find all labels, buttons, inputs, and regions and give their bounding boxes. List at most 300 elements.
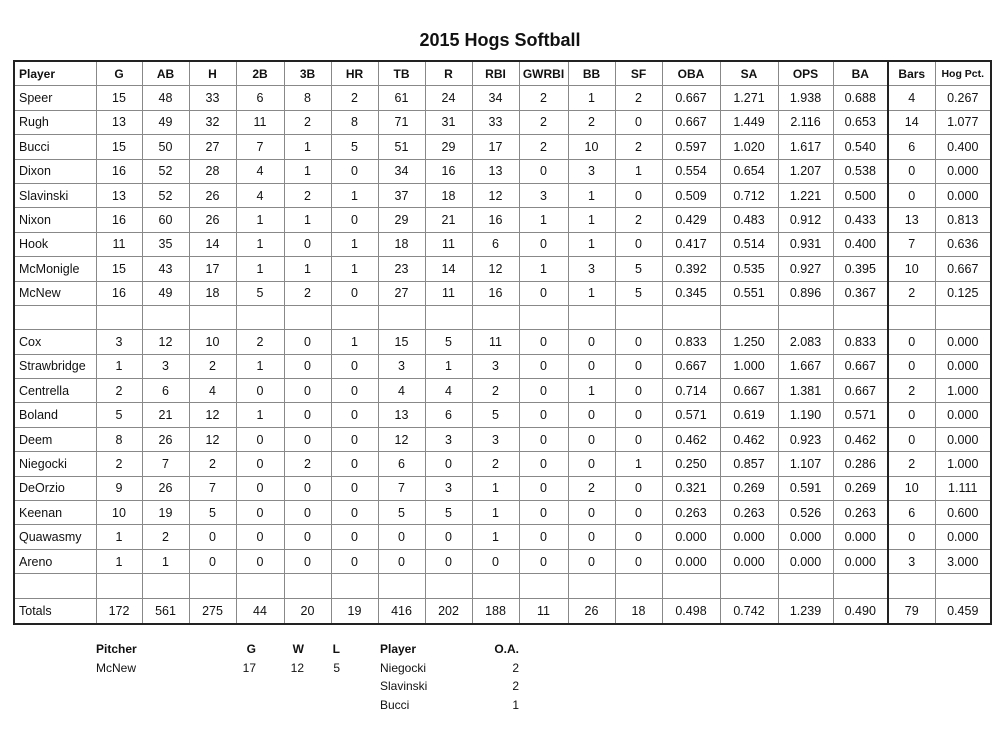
stat-cell: 0.000 <box>935 159 991 183</box>
stat-cell: 61 <box>378 86 425 110</box>
stat-cell: 0.833 <box>833 330 888 354</box>
column-header: Pitcher <box>96 642 137 657</box>
stat-cell: 1 <box>568 232 615 256</box>
stat-cell: 0 <box>236 549 284 573</box>
stat-cell: 0.433 <box>833 208 888 232</box>
stat-cell: 8 <box>96 427 142 451</box>
stat-cell: 6 <box>378 452 425 476</box>
column-header: O.A. <box>494 642 519 657</box>
stat-cell: 6 <box>472 232 519 256</box>
stat-cell: 0 <box>568 501 615 525</box>
stat-cell: 0.619 <box>720 403 778 427</box>
stat-cell: 0 <box>331 281 378 305</box>
stat-cell: 0.667 <box>833 379 888 403</box>
stat-cell: 12 <box>378 427 425 451</box>
stat-cell: 0 <box>331 354 378 378</box>
stat-cell: 2 <box>519 110 568 134</box>
stat-cell: 1 <box>236 354 284 378</box>
stat-cell: 34 <box>378 159 425 183</box>
stat-cell: 0.429 <box>662 208 720 232</box>
stat-cell: 31 <box>425 110 472 134</box>
header-row <box>96 640 340 659</box>
stat-cell: 19 <box>142 501 189 525</box>
stat-cell: 0.125 <box>935 281 991 305</box>
stat-cell: 15 <box>96 135 142 159</box>
stat-cell: 0 <box>519 232 568 256</box>
stat-cell: 7 <box>378 476 425 500</box>
stat-cell: 8 <box>284 86 331 110</box>
stat-cell: 2 <box>568 110 615 134</box>
stat-cell: 0 <box>519 501 568 525</box>
header-row <box>14 61 991 86</box>
stat-cell: 0 <box>888 183 935 207</box>
empty-cell <box>378 305 425 329</box>
stat-cell: 11 <box>96 232 142 256</box>
player-name: Dixon <box>14 159 96 183</box>
stat-cell: 0 <box>568 354 615 378</box>
stat-cell: 2 <box>236 330 284 354</box>
stat-cell: 0.462 <box>720 427 778 451</box>
stat-cell: 0.509 <box>662 183 720 207</box>
stat-cell: 0 <box>615 183 662 207</box>
stat-cell: 12 <box>472 257 519 281</box>
stat-cell: 0.000 <box>935 403 991 427</box>
column-header: 2B <box>236 61 284 86</box>
stat-cell: 1.190 <box>778 403 833 427</box>
stat-cell: 0.000 <box>935 427 991 451</box>
stat-cell: 4 <box>236 183 284 207</box>
stat-cell: 1 <box>519 257 568 281</box>
stat-cell: 1 <box>519 208 568 232</box>
stat-cell: 5 <box>615 281 662 305</box>
stat-cell: 0.263 <box>720 501 778 525</box>
stats-table <box>13 60 992 625</box>
player-name: Nixon <box>14 208 96 232</box>
player-name: Speer <box>14 86 96 110</box>
player-name: McMonigle <box>14 257 96 281</box>
stat-cell: 5 <box>378 501 425 525</box>
stat-cell: 0 <box>331 427 378 451</box>
stat-cell: 3 <box>96 330 142 354</box>
pitcher-table <box>96 640 340 677</box>
stat-cell: 37 <box>378 183 425 207</box>
stat-cell: 52 <box>142 159 189 183</box>
stat-cell: 11 <box>236 110 284 134</box>
pitcher-section <box>96 640 340 677</box>
stat-cell: 0 <box>888 159 935 183</box>
stat-cell: 26 <box>142 476 189 500</box>
player-name: Keenan <box>14 501 96 525</box>
totals-row <box>14 598 991 624</box>
player-name: Bucci <box>380 697 410 712</box>
empty-cell <box>519 574 568 598</box>
oa-table <box>380 640 519 714</box>
stat-cell: 2 <box>331 86 378 110</box>
stat-cell: 0.526 <box>778 501 833 525</box>
stat-cell: 29 <box>378 208 425 232</box>
table-row <box>14 110 991 134</box>
stat-cell: 0.535 <box>720 257 778 281</box>
stat-cell: 2 <box>472 379 519 403</box>
stat-cell: 3 <box>472 354 519 378</box>
stat-cell: 19 <box>331 598 378 624</box>
stat-cell: 0.591 <box>778 476 833 500</box>
stat-cell: 0.250 <box>662 452 720 476</box>
stat-cell: 5 <box>425 501 472 525</box>
stat-cell: 43 <box>142 257 189 281</box>
stat-cell: 275 <box>189 598 236 624</box>
stat-cell: 20 <box>284 598 331 624</box>
empty-cell <box>778 574 833 598</box>
stat-cell: 10 <box>96 501 142 525</box>
stat-cell: 0 <box>236 427 284 451</box>
stat-cell: 0 <box>236 476 284 500</box>
stat-cell: 15 <box>96 257 142 281</box>
stat-cell: 0.931 <box>778 232 833 256</box>
column-header: Player <box>380 642 417 657</box>
stat-cell: 12 <box>189 427 236 451</box>
column-header: G <box>246 642 256 657</box>
stat-cell: 0.654 <box>720 159 778 183</box>
column-header: 3B <box>284 61 331 86</box>
stat-cell: 48 <box>142 86 189 110</box>
stat-cell: 28 <box>189 159 236 183</box>
table-row <box>14 403 991 427</box>
stat-cell: 0.667 <box>662 354 720 378</box>
column-header: Player <box>14 61 96 86</box>
stat-cell: 50 <box>142 135 189 159</box>
stat-cell: 18 <box>378 232 425 256</box>
stat-cell: 34 <box>472 86 519 110</box>
stat-cell: 3 <box>519 183 568 207</box>
stat-cell: 0 <box>284 525 331 549</box>
stat-cell: 27 <box>378 281 425 305</box>
stat-cell: 6 <box>236 86 284 110</box>
stat-cell: 1 <box>568 208 615 232</box>
stat-cell: 12 <box>472 183 519 207</box>
stat-cell: 2 <box>615 208 662 232</box>
stat-cell: 0.263 <box>833 501 888 525</box>
stat-cell: 3 <box>888 549 935 573</box>
empty-cell <box>284 305 331 329</box>
stat-cell: 0.000 <box>778 549 833 573</box>
stat-cell: 1 <box>236 257 284 281</box>
stat-cell: 0 <box>519 159 568 183</box>
stat-cell: 1 <box>236 208 284 232</box>
empty-cell <box>284 574 331 598</box>
stat-cell: 27 <box>189 135 236 159</box>
stat-cell: 3 <box>425 427 472 451</box>
stat-cell: 0 <box>888 427 935 451</box>
stat-cell: 1.667 <box>778 354 833 378</box>
stat-cell: 1.000 <box>935 379 991 403</box>
oa-section <box>380 640 519 714</box>
empty-cell <box>189 305 236 329</box>
stat-cell: 26 <box>189 208 236 232</box>
stat-cell: 1 <box>331 232 378 256</box>
table-row <box>14 183 991 207</box>
stat-cell: 0 <box>615 525 662 549</box>
stat-cell: 0.400 <box>833 232 888 256</box>
stat-cell: 12 <box>142 330 189 354</box>
stat-cell: 11 <box>519 598 568 624</box>
stat-cell: 5 <box>189 501 236 525</box>
stat-cell: 0 <box>615 501 662 525</box>
stat-cell: 172 <box>96 598 142 624</box>
table-row <box>14 135 991 159</box>
stat-cell: 13 <box>96 110 142 134</box>
player-name: Areno <box>14 549 96 573</box>
stat-cell: 0.857 <box>720 452 778 476</box>
stat-cell: 416 <box>378 598 425 624</box>
stat-cell: 0 <box>284 379 331 403</box>
stat-cell: 0 <box>331 476 378 500</box>
stat-cell: 0.667 <box>662 86 720 110</box>
player-name: DeOrzio <box>14 476 96 500</box>
stat-cell: 1.111 <box>935 476 991 500</box>
stat-cell: 1 <box>284 135 331 159</box>
empty-cell <box>720 574 778 598</box>
empty-cell <box>935 574 991 598</box>
stat-cell: 5 <box>331 135 378 159</box>
stat-cell: 0.459 <box>935 598 991 624</box>
stat-cell: 0.400 <box>935 135 991 159</box>
stat-cell: 0 <box>888 354 935 378</box>
stat-cell: 1 <box>568 86 615 110</box>
stat-cell: 52 <box>142 183 189 207</box>
stat-cell: 0.367 <box>833 281 888 305</box>
stat-cell: 1 <box>615 452 662 476</box>
stat-cell: 2 <box>142 525 189 549</box>
stat-cell: 0 <box>615 379 662 403</box>
column-header: HR <box>331 61 378 86</box>
empty-cell <box>14 574 96 598</box>
player-name: Slavinski <box>380 679 428 694</box>
stat-cell: 10 <box>189 330 236 354</box>
table-row <box>14 208 991 232</box>
empty-cell <box>378 574 425 598</box>
empty-cell <box>472 305 519 329</box>
player-name: Strawbridge <box>14 354 96 378</box>
stat-cell: 1.271 <box>720 86 778 110</box>
column-header: RBI <box>472 61 519 86</box>
stat-cell: 13 <box>472 159 519 183</box>
stat-cell: 44 <box>236 598 284 624</box>
stat-cell: 2.083 <box>778 330 833 354</box>
stat-cell: 1.207 <box>778 159 833 183</box>
stat-cell: 2 <box>888 281 935 305</box>
stat-cell: 0 <box>472 549 519 573</box>
stat-cell: 0 <box>519 476 568 500</box>
stat-cell: 0.498 <box>662 598 720 624</box>
stat-cell: 0 <box>425 452 472 476</box>
stat-cell: 0.462 <box>833 427 888 451</box>
stat-cell: 0 <box>331 525 378 549</box>
stat-cell: 0.500 <box>833 183 888 207</box>
stat-cell: 0 <box>284 501 331 525</box>
stat-cell: 0.896 <box>778 281 833 305</box>
stat-cell: 1.381 <box>778 379 833 403</box>
stat-cell: 0.000 <box>720 549 778 573</box>
column-header: SF <box>615 61 662 86</box>
stat-cell: 0 <box>236 379 284 403</box>
separator-row <box>14 305 991 329</box>
stat-cell: 0.483 <box>720 208 778 232</box>
stat-cell: 0.000 <box>935 354 991 378</box>
stat-cell: 0.667 <box>720 379 778 403</box>
stat-cell: 0 <box>615 232 662 256</box>
stat-cell: 0 <box>888 403 935 427</box>
stat-cell: 1 <box>236 403 284 427</box>
stat-cell: 0 <box>519 281 568 305</box>
stat-cell: 13 <box>888 208 935 232</box>
stat-cell: 1.250 <box>720 330 778 354</box>
page-title: 2015 Hogs Softball <box>419 30 581 50</box>
stat-cell: 29 <box>425 135 472 159</box>
empty-cell <box>615 305 662 329</box>
stat-cell: 17 <box>472 135 519 159</box>
player-name: McNew <box>14 281 96 305</box>
stat-cell: 26 <box>568 598 615 624</box>
stat-cell: 35 <box>142 232 189 256</box>
stat-cell: 2.116 <box>778 110 833 134</box>
stat-cell: 2 <box>189 452 236 476</box>
table-row <box>14 159 991 183</box>
stat-cell: 1 <box>331 183 378 207</box>
stat-cell: 10 <box>888 257 935 281</box>
stat-cell: 0.712 <box>720 183 778 207</box>
player-name: Slavinski <box>14 183 96 207</box>
stat-cell: 17 <box>242 660 256 675</box>
stat-cell: 2 <box>284 452 331 476</box>
stat-cell: 9 <box>96 476 142 500</box>
stat-cell: 0 <box>568 525 615 549</box>
separator-row <box>14 574 991 598</box>
stat-cell: 0.597 <box>662 135 720 159</box>
stat-cell: 11 <box>472 330 519 354</box>
stat-cell: 0.000 <box>833 549 888 573</box>
player-name: Hook <box>14 232 96 256</box>
table-row <box>14 281 991 305</box>
player-name: Niegocki <box>380 660 427 675</box>
stat-cell: 10 <box>888 476 935 500</box>
stat-cell: 7 <box>236 135 284 159</box>
column-header: GWRBI <box>519 61 568 86</box>
table-row <box>14 476 991 500</box>
stat-cell: 0.667 <box>935 257 991 281</box>
stat-cell: 0.417 <box>662 232 720 256</box>
stat-cell: 49 <box>142 110 189 134</box>
stat-cell: 2 <box>519 135 568 159</box>
empty-cell <box>331 574 378 598</box>
stat-cell: 0.636 <box>935 232 991 256</box>
stat-cell: 12 <box>290 660 304 675</box>
stat-cell: 0.321 <box>662 476 720 500</box>
stat-cell: 3 <box>472 427 519 451</box>
empty-cell <box>833 574 888 598</box>
stat-cell: 1 <box>96 549 142 573</box>
stat-cell: 2 <box>888 379 935 403</box>
column-header: OPS <box>778 61 833 86</box>
stat-cell: 3.000 <box>935 549 991 573</box>
table-row <box>96 659 340 678</box>
empty-cell <box>935 305 991 329</box>
stat-cell: 0 <box>189 525 236 549</box>
stat-cell: 1.449 <box>720 110 778 134</box>
stat-cell: 32 <box>189 110 236 134</box>
header-row <box>380 640 519 659</box>
stat-cell: 16 <box>425 159 472 183</box>
stat-cell: 0.688 <box>833 86 888 110</box>
stat-cell: 6 <box>888 135 935 159</box>
stat-cell: 0.813 <box>935 208 991 232</box>
stat-cell: 0 <box>331 208 378 232</box>
stat-cell: 188 <box>472 598 519 624</box>
stat-cell: 1.077 <box>935 110 991 134</box>
stat-cell: 6 <box>425 403 472 427</box>
column-header: BA <box>833 61 888 86</box>
table-row <box>14 379 991 403</box>
stat-cell: 1.020 <box>720 135 778 159</box>
stat-cell: 0.462 <box>662 427 720 451</box>
stat-cell: 2 <box>512 679 519 694</box>
stat-cell: 0.000 <box>720 525 778 549</box>
stat-cell: 0 <box>615 110 662 134</box>
stat-cell: 14 <box>425 257 472 281</box>
stat-cell: 0.490 <box>833 598 888 624</box>
column-header: Bars <box>888 61 935 86</box>
stat-cell: 0 <box>615 476 662 500</box>
stat-cell: 0 <box>284 232 331 256</box>
stat-cell: 13 <box>378 403 425 427</box>
stat-cell: 17 <box>189 257 236 281</box>
empty-cell <box>96 574 142 598</box>
stat-cell: 0.927 <box>778 257 833 281</box>
stat-cell: 16 <box>96 281 142 305</box>
stat-cell: 2 <box>615 135 662 159</box>
empty-cell <box>888 574 935 598</box>
stat-cell: 5 <box>236 281 284 305</box>
empty-cell <box>236 305 284 329</box>
column-header: OBA <box>662 61 720 86</box>
stat-cell: 18 <box>189 281 236 305</box>
empty-cell <box>662 305 720 329</box>
stat-cell: 7 <box>888 232 935 256</box>
stat-cell: 16 <box>96 208 142 232</box>
stat-cell: 0 <box>331 379 378 403</box>
stat-cell: 7 <box>142 452 189 476</box>
stat-cell: 0 <box>284 476 331 500</box>
empty-cell <box>189 574 236 598</box>
stat-cell: 0 <box>284 403 331 427</box>
stat-cell: 0.263 <box>662 501 720 525</box>
empty-cell <box>615 574 662 598</box>
stat-cell: 0 <box>284 354 331 378</box>
stat-cell: 8 <box>331 110 378 134</box>
stat-cell: 0 <box>519 549 568 573</box>
stat-cell: 0 <box>331 403 378 427</box>
stat-cell: 2 <box>284 110 331 134</box>
table-row <box>14 427 991 451</box>
stat-cell: 2 <box>568 476 615 500</box>
table-row <box>14 549 991 573</box>
stat-cell: 4 <box>189 379 236 403</box>
stat-cell: 0.269 <box>833 476 888 500</box>
stat-cell: 2 <box>96 379 142 403</box>
stat-cell: 1 <box>331 257 378 281</box>
stat-cell: 71 <box>378 110 425 134</box>
stat-cell: 0.653 <box>833 110 888 134</box>
